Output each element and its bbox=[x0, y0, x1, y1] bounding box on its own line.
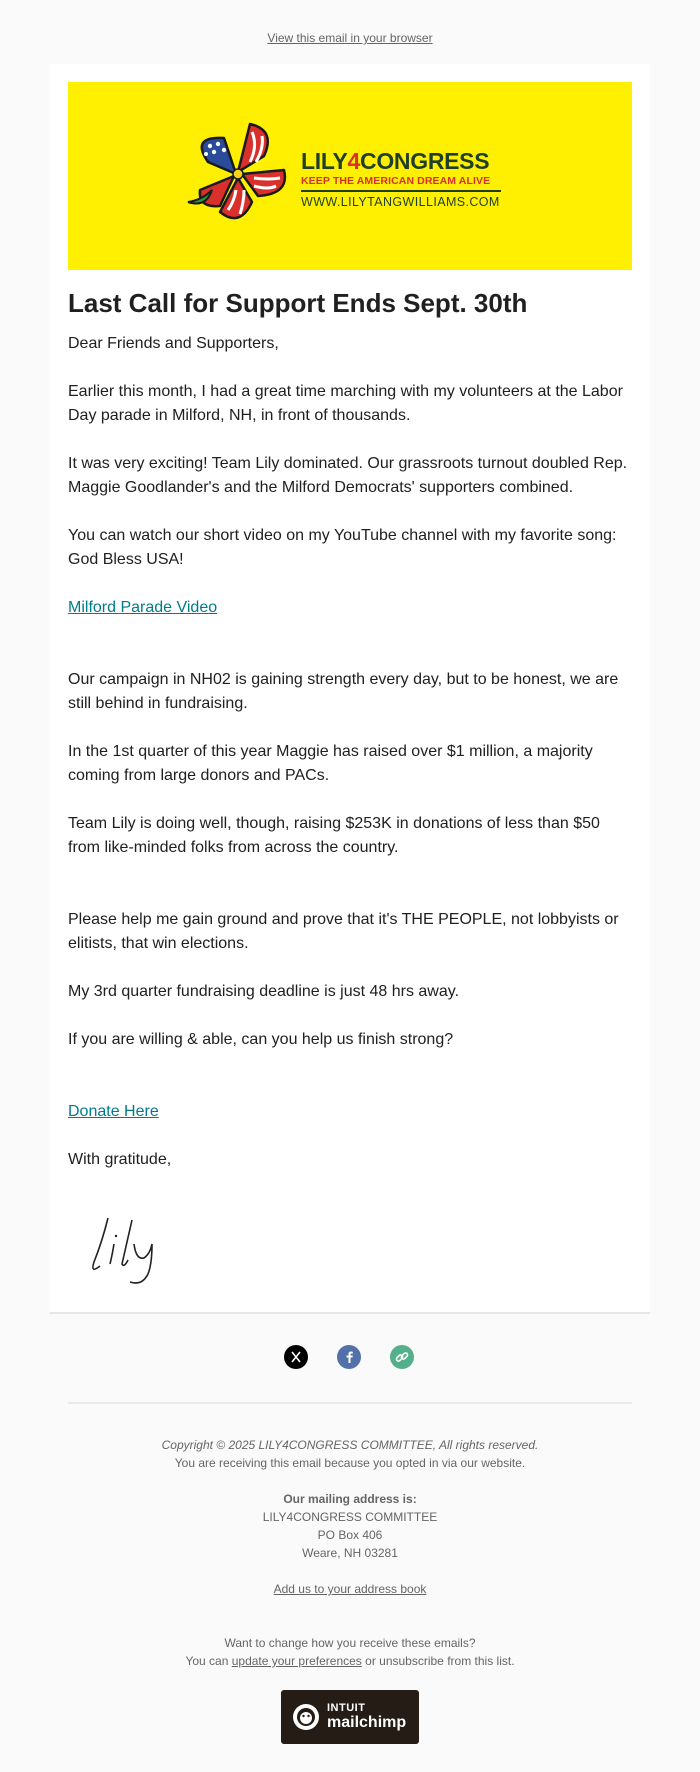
badge-mailchimp-text: mailchimp bbox=[327, 1714, 407, 1731]
email-footer bbox=[0, 1436, 700, 1670]
logo-wordmark-part: LILY bbox=[301, 148, 348, 174]
body-paragraph: It was very exciting! Team Lily dominated. Our grassroots turnout doubled Rep. Maggie Goodlander's and the Milford Democrats' supporters combined. bbox=[68, 455, 628, 496]
add-to-address-book-link[interactable]: Add us to your address book bbox=[273, 1582, 427, 1596]
email-title: Last Call for Support Ends Sept. 30th bbox=[68, 288, 528, 318]
body-paragraph: My 3rd quarter fundraising deadline is just 48 hrs away. bbox=[68, 983, 460, 1000]
logo-url: WWW.LILYTANGWILLIAMS.COM bbox=[301, 195, 500, 209]
mailchimp-badge[interactable] bbox=[281, 1690, 419, 1744]
logo-wordmark-number: 4 bbox=[347, 148, 361, 174]
mailing-org: LILY4CONGRESS COMMITTEE bbox=[262, 1510, 438, 1524]
body-paragraph: Please help me gain ground and prove that it's THE PEOPLE, not lobbyists or elitists, that win elections. bbox=[68, 911, 619, 952]
footer-divider bbox=[68, 1402, 632, 1404]
preferences-line bbox=[0, 1652, 700, 1670]
logo-tagline: KEEP THE AMERICAN DREAM ALIVE bbox=[301, 175, 491, 187]
closing: With gratitude, bbox=[68, 1151, 172, 1168]
milford-parade-video-link[interactable]: Milford Parade Video bbox=[68, 599, 218, 616]
unsubscribe-text: or unsubscribe from this list. bbox=[361, 1654, 515, 1668]
mailing-address-line2: Weare, NH 03281 bbox=[302, 1546, 398, 1560]
header-banner bbox=[68, 82, 632, 270]
donate-here-link[interactable]: Donate Here bbox=[68, 1103, 159, 1120]
browser-link-bar bbox=[0, 0, 700, 64]
mailing-address-label: Our mailing address is: bbox=[283, 1492, 417, 1506]
logo-wordmark bbox=[301, 148, 489, 175]
body-paragraph: Earlier this month, I had a great time marching with my volunteers at the Labor Day parade in Milford, NH, in front of thousands. bbox=[68, 383, 623, 424]
change-preferences-question: Want to change how you receive these emails? bbox=[224, 1636, 476, 1650]
badge-intuit-text: INTUIT bbox=[327, 1702, 366, 1714]
mailing-address-line1: PO Box 406 bbox=[317, 1528, 383, 1542]
body-paragraph: Team Lily is doing well, though, raising $253K in donations of less than $50 from like-minded folks from across the country. bbox=[68, 815, 600, 856]
copyright-text: Copyright © 2025 LILY4CONGRESS COMMITTEE, All rights reserved. bbox=[161, 1438, 539, 1452]
link-icon[interactable] bbox=[390, 1345, 414, 1369]
signature-image bbox=[68, 1202, 208, 1292]
body-paragraph: You can watch our short video on my YouTube channel with my favorite song: God Bless USA! bbox=[68, 527, 617, 568]
view-in-browser-link[interactable]: View this email in your browser bbox=[267, 31, 433, 45]
greeting: Dear Friends and Supporters, bbox=[68, 335, 279, 352]
update-preferences-link[interactable]: update your preferences bbox=[231, 1654, 362, 1668]
body-paragraph: If you are willing & able, can you help us finish strong? bbox=[68, 1031, 454, 1048]
email-body bbox=[68, 332, 632, 1172]
opt-in-reason: You are receiving this email because you opted in via our website. bbox=[174, 1456, 526, 1470]
x-icon[interactable] bbox=[284, 1345, 308, 1369]
lily-flower-logo-icon bbox=[184, 116, 296, 228]
email-card bbox=[50, 64, 650, 1314]
facebook-icon[interactable] bbox=[337, 1345, 361, 1369]
preferences-prefix: You can bbox=[185, 1654, 232, 1668]
logo-wordmark-part: CONGRESS bbox=[360, 148, 490, 174]
body-paragraph: Our campaign in NH02 is gaining strength every day, but to be honest, we are still behind in fundraising. bbox=[68, 671, 619, 712]
logo-divider bbox=[301, 190, 501, 192]
freddie-icon bbox=[291, 1701, 321, 1733]
body-paragraph: In the 1st quarter of this year Maggie has raised over $1 million, a majority coming from large donors and PACs. bbox=[68, 743, 593, 784]
social-links bbox=[0, 1345, 700, 1371]
